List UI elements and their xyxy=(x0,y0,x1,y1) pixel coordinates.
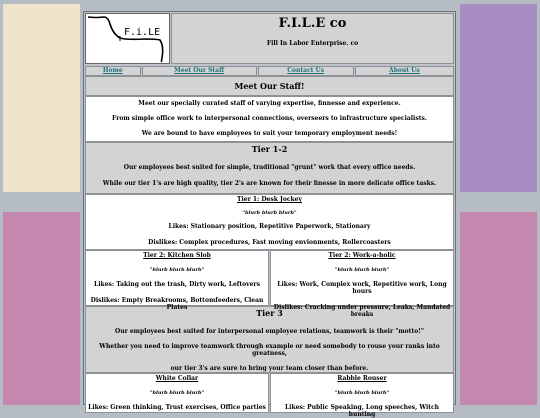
staff-likes: Likes: Work, Complex work, Repetitive work, Long hours xyxy=(277,281,447,295)
staff-name: Tier 2: Work-a-holic xyxy=(328,252,396,259)
staff-dislikes: Dislikes: Complex procedures, Fast moving envionments, Rollercoasters xyxy=(148,239,391,246)
staff-quote: "blurb blurb blurb" xyxy=(334,390,390,396)
staff-name: Tier 1: Desk Jockey xyxy=(237,196,302,203)
site-subtitle: Fill In Labor Enterprise. co xyxy=(266,40,359,47)
decorative-block-pink-right xyxy=(460,212,537,405)
tier3-heading: Tier 3 xyxy=(256,308,283,318)
staff-card-rabble-rouser xyxy=(270,373,454,418)
intro-line-1: Meet our specially curated staff of varying expertise, finnesse and experience. xyxy=(138,100,401,107)
staff-dislikes: Dislikes: Empty Breakrooms, Bottomfeeders, Clean Plates xyxy=(90,297,264,311)
tier3-line-3: our tier 3's are sure to bring your team closer than before. xyxy=(170,365,369,372)
title-area xyxy=(171,13,454,64)
nav-link-home[interactable]: Home xyxy=(85,66,141,76)
decorative-block-purple xyxy=(460,4,537,192)
staff-likes: Likes: Green thinking, Trust exercises, Office parties xyxy=(88,404,266,411)
staff-likes: Likes: Taking out the trash, Dirty work, Leftovers xyxy=(94,281,260,288)
nav-link-contact-us[interactable]: Contact Us xyxy=(258,66,354,76)
site-logo xyxy=(85,13,170,64)
staff-card-white-collar xyxy=(85,373,269,413)
main-nav xyxy=(85,66,454,76)
decorative-block-pink-left xyxy=(3,212,80,405)
intro-heading: Meet Our Staff! xyxy=(85,76,454,96)
tier12-panel xyxy=(85,142,454,194)
staff-likes: Likes: Stationary position, Repetitive Paperwork, Stationary xyxy=(168,223,371,230)
staff-name: Tier 2: Kitchen Slob xyxy=(143,252,211,259)
page-container xyxy=(83,11,456,418)
tier12-heading: Tier 1-2 xyxy=(251,144,288,154)
site-header xyxy=(85,13,454,64)
staff-quote: "blurb blurb blurb" xyxy=(334,267,390,273)
staff-name: Rabble Rouser xyxy=(337,375,387,382)
staff-quote: "blurb blurb blurb" xyxy=(242,210,297,216)
nav-link-meet-our-staff[interactable]: Meet Our Staff xyxy=(142,66,257,76)
staff-card-work-a-holic xyxy=(270,250,454,318)
staff-quote: "blurb blurb blurb" xyxy=(149,267,205,273)
staff-dislikes: Dislikes: Cracking under pressure, Leaks, Mandated breaks xyxy=(273,304,451,318)
tier12-line-2: While our tier 1's are high quality, tier 2's are known for their finesse in more delicate office tasks. xyxy=(102,180,437,187)
intro-line-3: We are bound to have employees to suit your temporary employment needs! xyxy=(141,130,398,137)
staff-card-desk-jockey xyxy=(85,194,454,250)
intro-panel xyxy=(85,96,454,142)
decorative-block-tan xyxy=(3,4,80,192)
staff-name: White Collar xyxy=(155,375,199,382)
staff-quote: "blurb blurb blurb" xyxy=(149,390,205,396)
tier12-line-1: Our employees best suited for simple, traditional "grunt" work that every office needs. xyxy=(123,164,416,171)
staff-card-kitchen-slob xyxy=(85,250,269,311)
logo-text: F.i.LE xyxy=(124,27,161,38)
nav-link-about-us[interactable]: About Us xyxy=(355,66,454,76)
staff-likes: Likes: Public Speaking, Long speeches, Witch hunting xyxy=(284,404,440,418)
intro-line-2: From simple office work to interpersonal connections, overseers to infrastructure specialists. xyxy=(112,115,427,122)
tier3-line-1: Our employees best suited for interpersonal employee relations, teamwork is their "motto!" xyxy=(115,328,424,335)
tier3-line-2: Whether you need to improve teamwork through example or need somebody to rouse your ranks into greatness, xyxy=(99,343,440,357)
tier3-row xyxy=(85,373,454,418)
site-title: F.I.L.E co xyxy=(278,16,347,31)
